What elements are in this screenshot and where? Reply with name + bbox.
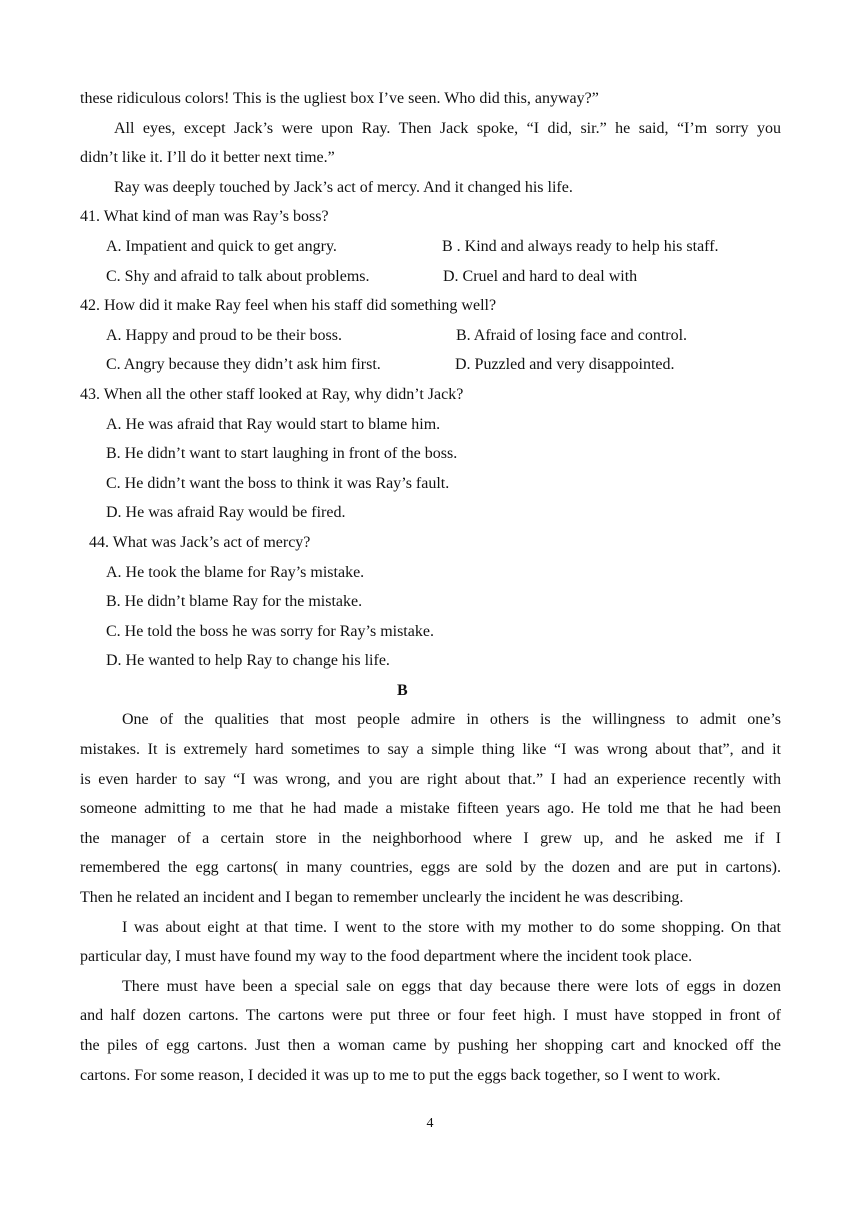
question-stem: 44. What was Jack’s act of mercy? [89,533,311,551]
section-heading: B [397,681,408,699]
option: B. He didn’t blame Ray for the mistake. [106,593,363,611]
page-number: 4 [426,1116,434,1131]
option: D. He wanted to help Ray to change his life. [106,652,390,670]
option: A. He took the blame for Ray’s mistake. [106,563,365,581]
question-stem: 42. How did it make Ray feel when his staff did something well? [80,297,497,315]
paragraph-line: mistakes. It is extremely hard sometimes to say a simple thing like “I was wrong about that”, and it [80,741,781,759]
option: D. Cruel and hard to deal with [443,267,638,285]
passage-line: Ray was deeply touched by Jack’s act of mercy. And it changed his life. [114,178,573,196]
option-row [80,350,781,380]
option-row [80,232,781,262]
paragraph-line: someone admitting to me that he had made a mistake fifteen years ago. He told me that he had been [80,800,781,818]
option: B. Afraid of losing face and control. [456,326,688,344]
option-row [80,321,781,351]
option: D. He was afraid Ray would be fired. [106,504,346,522]
option: C. Shy and afraid to talk about problems. [106,267,370,285]
option: D. Puzzled and very disappointed. [455,356,675,374]
paragraph-line: There must have been a special sale on eggs that day because there were lots of eggs in dozen [122,977,781,995]
option-row [80,262,781,292]
paragraph-line: I was about eight at that time. I went to the store with my mother to do some shopping. On that [122,918,781,936]
paragraph-line: cartons. For some reason, I decided it was up to me to put the eggs back together, so I went to work. [80,1066,721,1084]
option: B. He didn’t want to start laughing in front of the boss. [106,445,458,463]
paragraph-line: is even harder to say “I was wrong, and you are right about that.” I had an experience recently with [80,770,781,788]
paragraph-line: particular day, I must have found my way to the food department where the incident took place. [80,948,693,966]
question-stem: 41. What kind of man was Ray’s boss? [80,208,329,226]
section-heading-row [80,676,781,706]
option: A. He was afraid that Ray would start to blame him. [106,415,441,433]
passage-line: these ridiculous colors! This is the ugliest box I’ve seen. Who did this, anyway?” [80,90,599,107]
paragraph-line: Then he related an incident and I began to remember unclearly the incident he was describing. [80,889,684,907]
paragraph-line: remembered the egg cartons( in many countries, eggs are sold by the dozen and are put in cartons). [80,859,781,877]
paragraph-line: One of the qualities that most people admire in others is the willingness to admit one’s [122,711,781,729]
passage-line: All eyes, except Jack’s were upon Ray. Then Jack spoke, “I did, sir.” he said, “I’m sorry you [114,119,781,137]
passage-line: didn’t like it. I’ll do it better next time.” [80,149,335,167]
paragraph-line: the manager of a certain store in the neighborhood where I grew up, and he asked me if I [80,829,781,847]
paragraph-line: the piles of egg cartons. Just then a woman came by pushing her shopping cart and knocked off the [80,1037,781,1054]
question-stem: 43. When all the other staff looked at Ray, why didn’t Jack? [80,385,464,403]
option: A. Happy and proud to be their boss. [106,326,342,344]
option: B . Kind and always ready to help his staff. [442,237,719,255]
paragraph-line: and half dozen cartons. The cartons were put three or four feet high. I must have stopped in front of [80,1007,781,1025]
option: A. Impatient and quick to get angry. [106,237,337,255]
option: C. He told the boss he was sorry for Ray’s mistake. [106,622,434,640]
option: C. He didn’t want the boss to think it was Ray’s fault. [106,474,450,492]
option: C. Angry because they didn’t ask him first. [106,356,381,374]
document-page [80,84,781,1090]
